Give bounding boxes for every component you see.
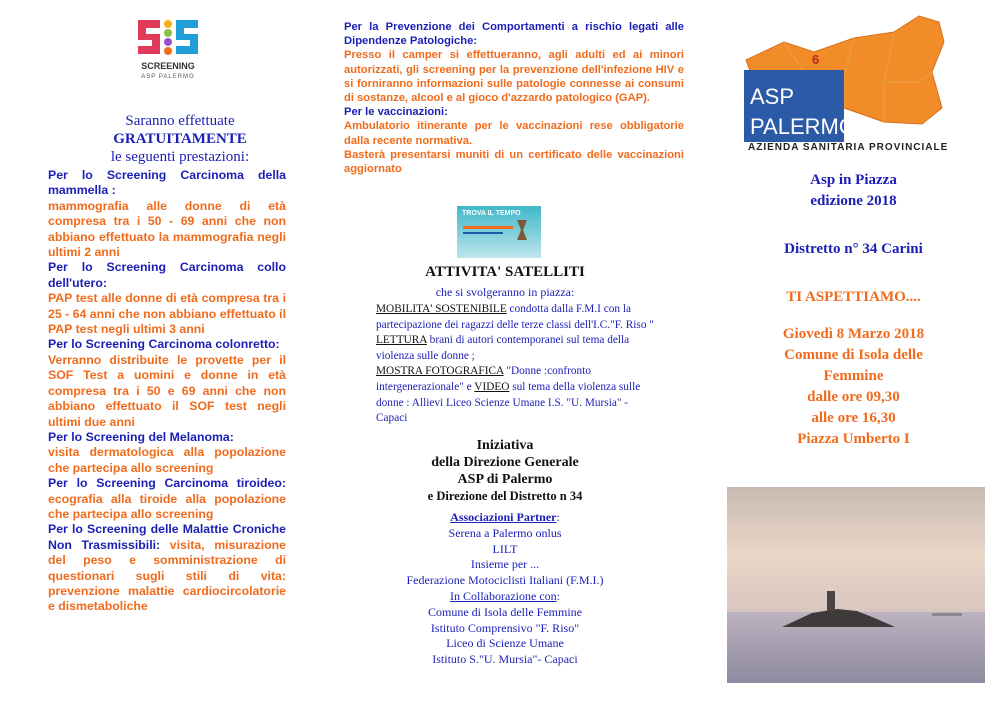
item-head: Per lo Screening Carcinoma colonretto: <box>48 337 280 352</box>
intro-line2: GRATUITAMENTE <box>113 131 247 147</box>
collab-item: Istituto Comprensivo "F. Riso" <box>430 620 580 635</box>
sicily-map-icon <box>744 12 959 152</box>
list-item <box>48 168 286 260</box>
partner-item: LILT <box>492 541 518 556</box>
screening-logo-icon <box>128 12 208 82</box>
trova-title: TROVA IL TEMPO <box>462 210 521 217</box>
asp-word: ASP <box>750 84 795 109</box>
hourglass-icon <box>457 206 541 258</box>
partners-heading: Associazioni Partner <box>450 510 557 524</box>
prevention-text <box>344 20 684 176</box>
attivita-title: ATTIVITA' SATELLITI <box>425 264 585 280</box>
mobilita-text: condotta dalla F.M.I con la partecipazione dei ragazzi delle terze classi dell'I.C."F. Riso " <box>376 303 654 331</box>
collab-item: Istituto S."U. Mursia"- Capaci <box>432 652 578 667</box>
event-place2: Femmine <box>823 368 884 384</box>
partners-block <box>320 510 690 668</box>
event-title: Asp in Piazza <box>810 172 897 188</box>
item-body: ecografia alla tiroide alla popolazione che partecipa allo screening <box>48 491 286 521</box>
mobilita-label: MOBILITA' SOSTENIBILE <box>376 303 507 315</box>
vacc-body2: Basterà presentarsi muniti di un certificato delle vaccinazioni aggiornato <box>344 148 684 176</box>
iniz-line1: Iniziativa <box>476 438 534 453</box>
collab-heading: In Collaborazione con <box>450 588 557 603</box>
screening-list <box>48 168 286 615</box>
item-head: Per lo Screening Carcinoma collo dell'utero: <box>48 260 286 290</box>
partner-item: Serena a Palermo onlus <box>448 525 562 540</box>
island-photo <box>727 487 985 683</box>
asp-subtitle: AZIENDA SANITARIA PROVINCIALE <box>748 142 949 152</box>
iniz-line3: ASP di Palermo <box>457 472 553 487</box>
right-panel <box>700 0 1007 709</box>
intro-text <box>90 112 270 166</box>
item-body: visita dermatologica alla popolazione che partecipa allo screening <box>48 445 286 475</box>
partners-heading-colon: : <box>556 510 560 524</box>
list-item <box>48 476 286 522</box>
left-panel <box>0 0 310 709</box>
dip-body: Presso il camper si effettueranno, agli adulti ed ai minori autorizzati, gli screening per la prevenzione dell'infezione HIV e si forniranno informazioni sulle patologie connesse ai consumi di sostanze, alcool e al gioco d'azzardo patologico (GAP). <box>344 49 684 105</box>
event-call: TI ASPETTIAMO.... <box>786 289 921 305</box>
event-district: Distretto n° 34 Carini <box>784 241 923 257</box>
item-body: visita, misurazione del peso e somministrazione di questionari sugli stili di vita: prevenzione malattie cardiocircolatorie e dismetaboliche <box>48 537 286 614</box>
collab-item: Comune di Isola delle Femmine <box>428 604 582 619</box>
partner-item: Federazione Motociclisti Italiani (F.M.I.) <box>406 573 604 588</box>
middle-panel <box>320 0 690 709</box>
item-head: Per lo Screening Carcinoma della mammella : <box>48 168 286 198</box>
event-date: Giovedì 8 Marzo 2018 <box>782 326 925 342</box>
iniz-line2: della Direzione Generale <box>431 455 579 470</box>
collab-heading-colon: : <box>556 588 560 603</box>
event-start: dalle ore 09,30 <box>807 389 900 405</box>
event-square: Piazza Umberto I <box>797 431 910 447</box>
list-item <box>48 260 286 337</box>
event-place1: Comune di Isola delle <box>784 347 923 363</box>
lettura-label: LETTURA <box>376 334 427 347</box>
palermo-word: PALERMO <box>750 114 856 139</box>
partner-item: Insieme per ... <box>470 557 540 572</box>
item-head: Per lo Screening delle Malattie Croniche Non Trasmissibili: <box>48 522 286 552</box>
trova-il-tempo-banner <box>457 206 541 258</box>
event-end: alle ore 16,30 <box>811 410 896 426</box>
mostra-text: "Donne :confronto intergenerazionale" e <box>376 365 591 393</box>
iniz-line4: e Direzione del Distretto n 34 <box>427 489 583 503</box>
attivita-body <box>376 302 656 427</box>
item-body: mammografia alle donne di età compresa tra i 50 - 69 anni che non abbiano effettuato la mammografia negli ultimi 2 anni <box>48 198 286 260</box>
item-head: Per lo Screening Carcinoma tiroideo: <box>48 476 286 491</box>
district-number: 6 <box>812 52 820 67</box>
svg-text:SCREENING: SCREENING <box>141 61 195 71</box>
vacc-head: Per le vaccinazioni: <box>344 106 448 119</box>
list-item <box>48 337 286 429</box>
intro-line3: le seguenti prestazioni: <box>110 149 250 165</box>
mostra-label: MOSTRA FOTOGRAFICA <box>376 365 504 378</box>
list-item <box>48 522 286 614</box>
vacc-body: Ambulatorio itinerante per le vaccinazioni rese obbligatorie dalla recente normativa. <box>344 120 684 147</box>
dip-head: Per la Prevenzione dei Comportamenti a rischio legati alle Dipendenze Patologiche: <box>344 21 684 48</box>
asp-palermo-logo <box>744 12 959 152</box>
event-info <box>700 170 1007 450</box>
item-body: Verranno distribuite le provette per il SOF Test a uomini e donne in età compresa tra i 50 e 69 anni che non abbiano effettuato il SOF test negli ultimi due anni <box>48 352 286 429</box>
lettura-text: brani di autori contemporanei sul tema della violenza sulle donne ; <box>376 334 630 362</box>
island-photo-image <box>727 487 985 683</box>
item-head: Per lo Screening del Melanoma: <box>48 429 234 444</box>
svg-text:ASP PALERMO: ASP PALERMO <box>141 74 195 80</box>
video-text: sul tema della violenza sulle donne : Allievi Liceo Scienze Umane I.S. "U. Mursia" - Capaci <box>376 380 641 425</box>
collab-item: Liceo di Scienze Umane <box>446 636 564 651</box>
attivita-subtitle: che si svolgeranno in piazza: <box>435 285 575 299</box>
intro-line1: Saranno effettuate <box>125 113 235 129</box>
screening-logo <box>128 12 208 82</box>
iniziativa-block <box>320 437 690 505</box>
video-label: VIDEO <box>474 380 510 393</box>
event-edition: edizione 2018 <box>810 193 897 209</box>
item-body: PAP test alle donne di età compresa tra i 25 - 64 anni che non abbiano effettuato il PAP test negli ultimi 3 anni <box>48 291 286 337</box>
list-item <box>48 430 286 476</box>
